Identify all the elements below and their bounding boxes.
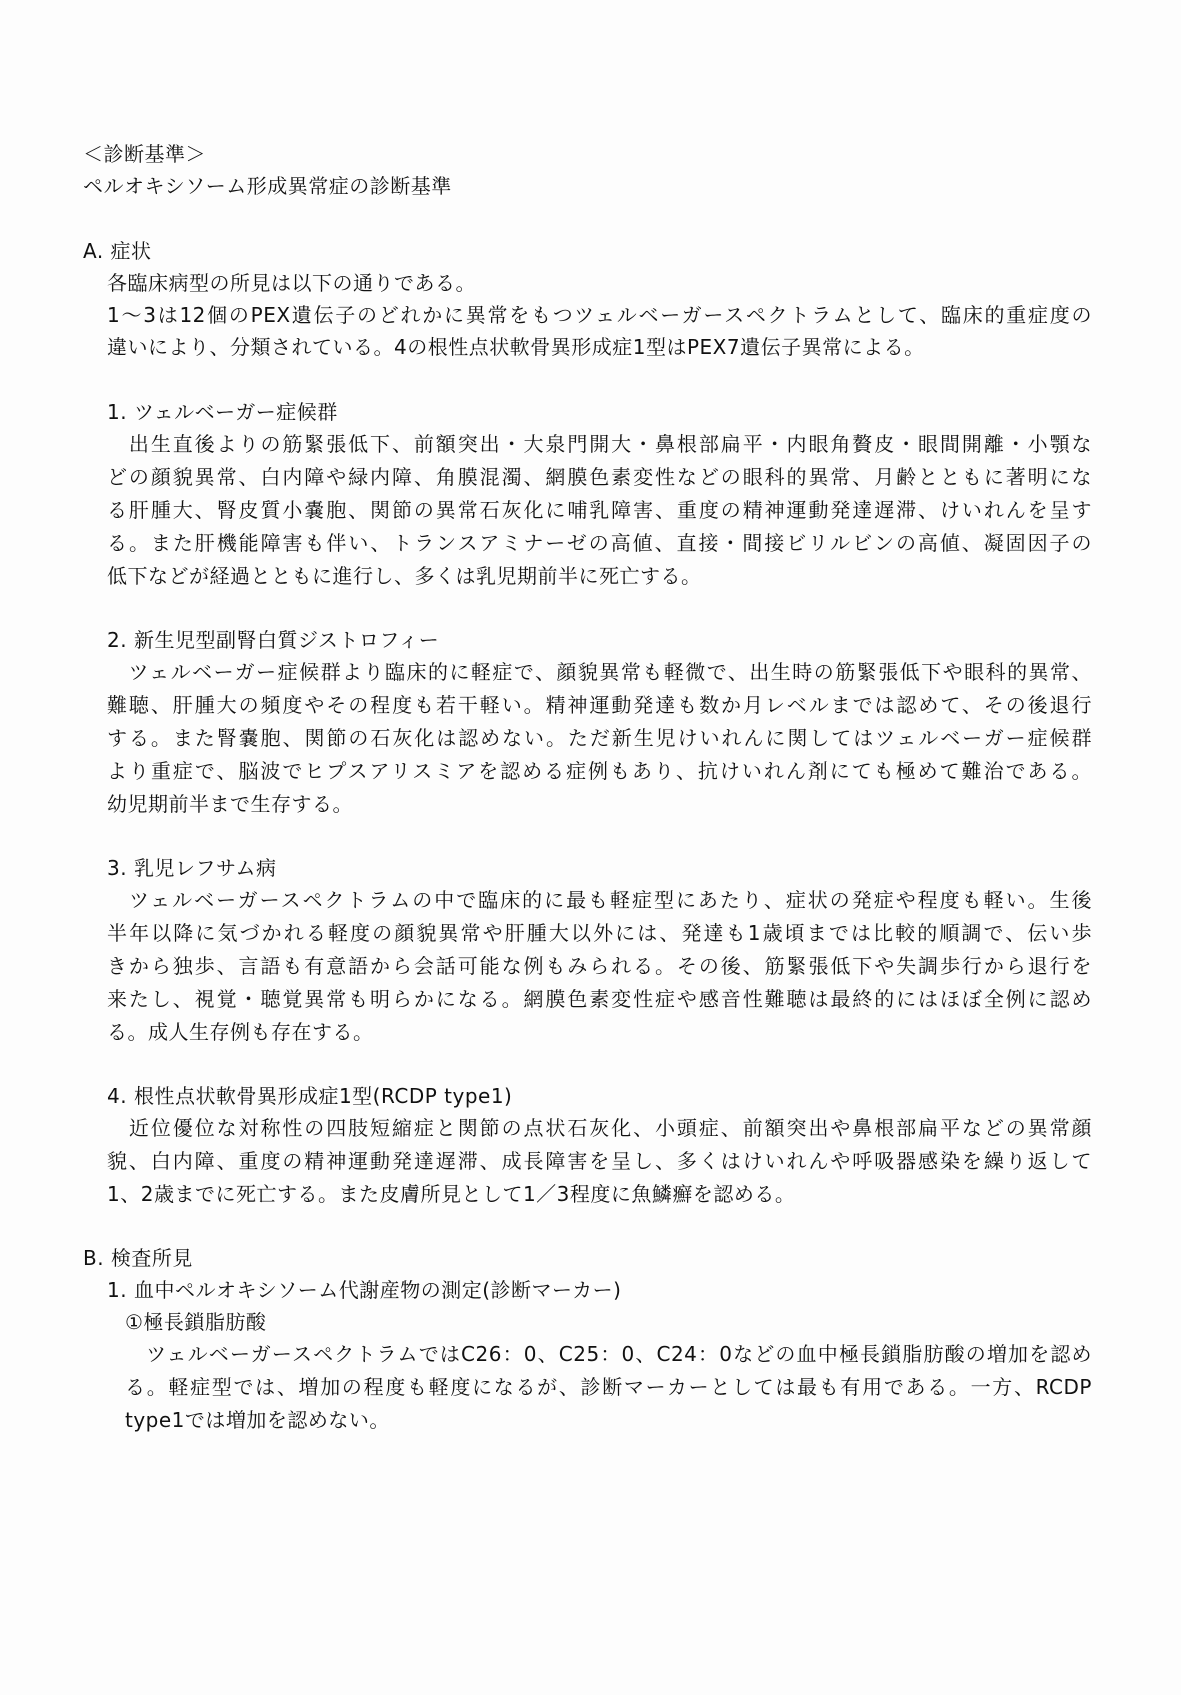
item-1-line: る。また肝機能障害も伴い、トランスアミナーゼの高値、直接・間接ビリルビンの高値、凝固因子の xyxy=(107,531,1092,555)
item-3-line: きから独歩、言語も有意語から会話可能な例もみられる。その後、筋緊張低下や失調歩行から退行を xyxy=(107,954,1092,978)
bracket-title: ＜診断基準＞ xyxy=(83,142,206,166)
marker-line: ツェルベーガースペクトラムではC26：0、C25：0、C24：0などの血中極長鎖脂肪酸の増加を認め xyxy=(125,1342,1092,1366)
item-1-line: どの顔貌異常、白内障や緑内障、角膜混濁、網膜色素変性などの眼科的異常、月齢とともに著明にな xyxy=(107,465,1092,489)
section-a-intro-line: 各臨床病型の所見は以下の通りである。 xyxy=(107,271,476,295)
item-4-heading: 4. 根性点状軟骨異形成症1型(RCDP type1) xyxy=(107,1084,513,1108)
section-a-heading: A. 症状 xyxy=(83,239,152,263)
section-b-subheading: 1. 血中ペルオキシソーム代謝産物の測定(診断マーカー) xyxy=(107,1278,622,1302)
item-2-line: 幼児期前半まで生存する。 xyxy=(107,792,353,816)
item-1-heading: 1. ツェルベーガー症候群 xyxy=(107,400,338,424)
item-3-line: 半年以降に気づかれる軽度の顔貌異常や肝腫大以外には、発達も1歳頃までは比較的順調で、伝い歩 xyxy=(107,921,1092,945)
item-1-line: 出生直後よりの筋緊張低下、前額突出・大泉門開大・鼻根部扁平・内眼角贅皮・眼間開離・小顎な xyxy=(107,432,1092,456)
item-2-heading: 2. 新生児型副腎白質ジストロフィー xyxy=(107,628,440,652)
section-a-intro-line: 違いにより、分類されている。4の根性点状軟骨異形成症1型はPEX7遺伝子異常による。 xyxy=(107,335,925,359)
item-3-line: る。成人生存例も存在する。 xyxy=(107,1020,374,1044)
item-3-line: 来たし、視覚・聴覚異常も明らかになる。網膜色素変性症や感音性難聴は最終的にはほぼ全例に認め xyxy=(107,987,1092,1011)
marker-line: る。軽症型では、増加の程度も軽度になるが、診断マーカーとしては最も有用である。一方、RCDP xyxy=(125,1375,1092,1399)
item-4-line: 1、2歳までに死亡する。また皮膚所見として1／3程度に魚鱗癬を認める。 xyxy=(107,1182,796,1206)
item-1-line: る肝腫大、腎皮質小嚢胞、関節の異常石灰化に哺乳障害、重度の精神運動発達遅滞、けいれんを呈す xyxy=(107,498,1092,522)
item-3-heading: 3. 乳児レフサム病 xyxy=(107,856,277,880)
item-2-line: 難聴、肝腫大の頻度やその程度も若干軽い。精神運動発達も数か月レベルまでは認めて、その後退行 xyxy=(107,693,1092,717)
item-2-line: より重症で、脳波でヒプスアリスミアを認める症例もあり、抗けいれん剤にても極めて難治である。 xyxy=(107,759,1092,783)
item-4-line: 近位優位な対称性の四肢短縮症と関節の点状石灰化、小頭症、前額突出や鼻根部扁平などの異常顔 xyxy=(107,1116,1092,1140)
marker-heading: ①極長鎖脂肪酸 xyxy=(125,1310,267,1334)
item-4-line: 貌、白内障、重度の精神運動発達遅滞、成長障害を呈し、多くはけいれんや呼吸器感染を繰り返して xyxy=(107,1149,1092,1173)
section-a-intro-line: 1～3は12個のPEX遺伝子のどれかに異常をもつツェルベーガースペクトラムとして、臨床的重症度の xyxy=(107,303,1092,327)
section-b-heading: B. 検査所見 xyxy=(83,1246,193,1270)
item-2-line: する。また腎嚢胞、関節の石灰化は認めない。ただ新生児けいれんに関してはツェルベーガー症候群 xyxy=(107,726,1092,750)
document-title: ペルオキシソーム形成異常症の診断基準 xyxy=(83,174,452,198)
item-1-line: 低下などが経過とともに進行し、多くは乳児期前半に死亡する。 xyxy=(107,564,702,588)
item-3-line: ツェルベーガースペクトラムの中で臨床的に最も軽症型にあたり、症状の発症や程度も軽い。生後 xyxy=(107,888,1092,912)
item-2-line: ツェルベーガー症候群より臨床的に軽症で、顔貌異常も軽微で、出生時の筋緊張低下や眼科的異常、 xyxy=(107,660,1092,684)
marker-line: type1では増加を認めない。 xyxy=(125,1408,390,1432)
